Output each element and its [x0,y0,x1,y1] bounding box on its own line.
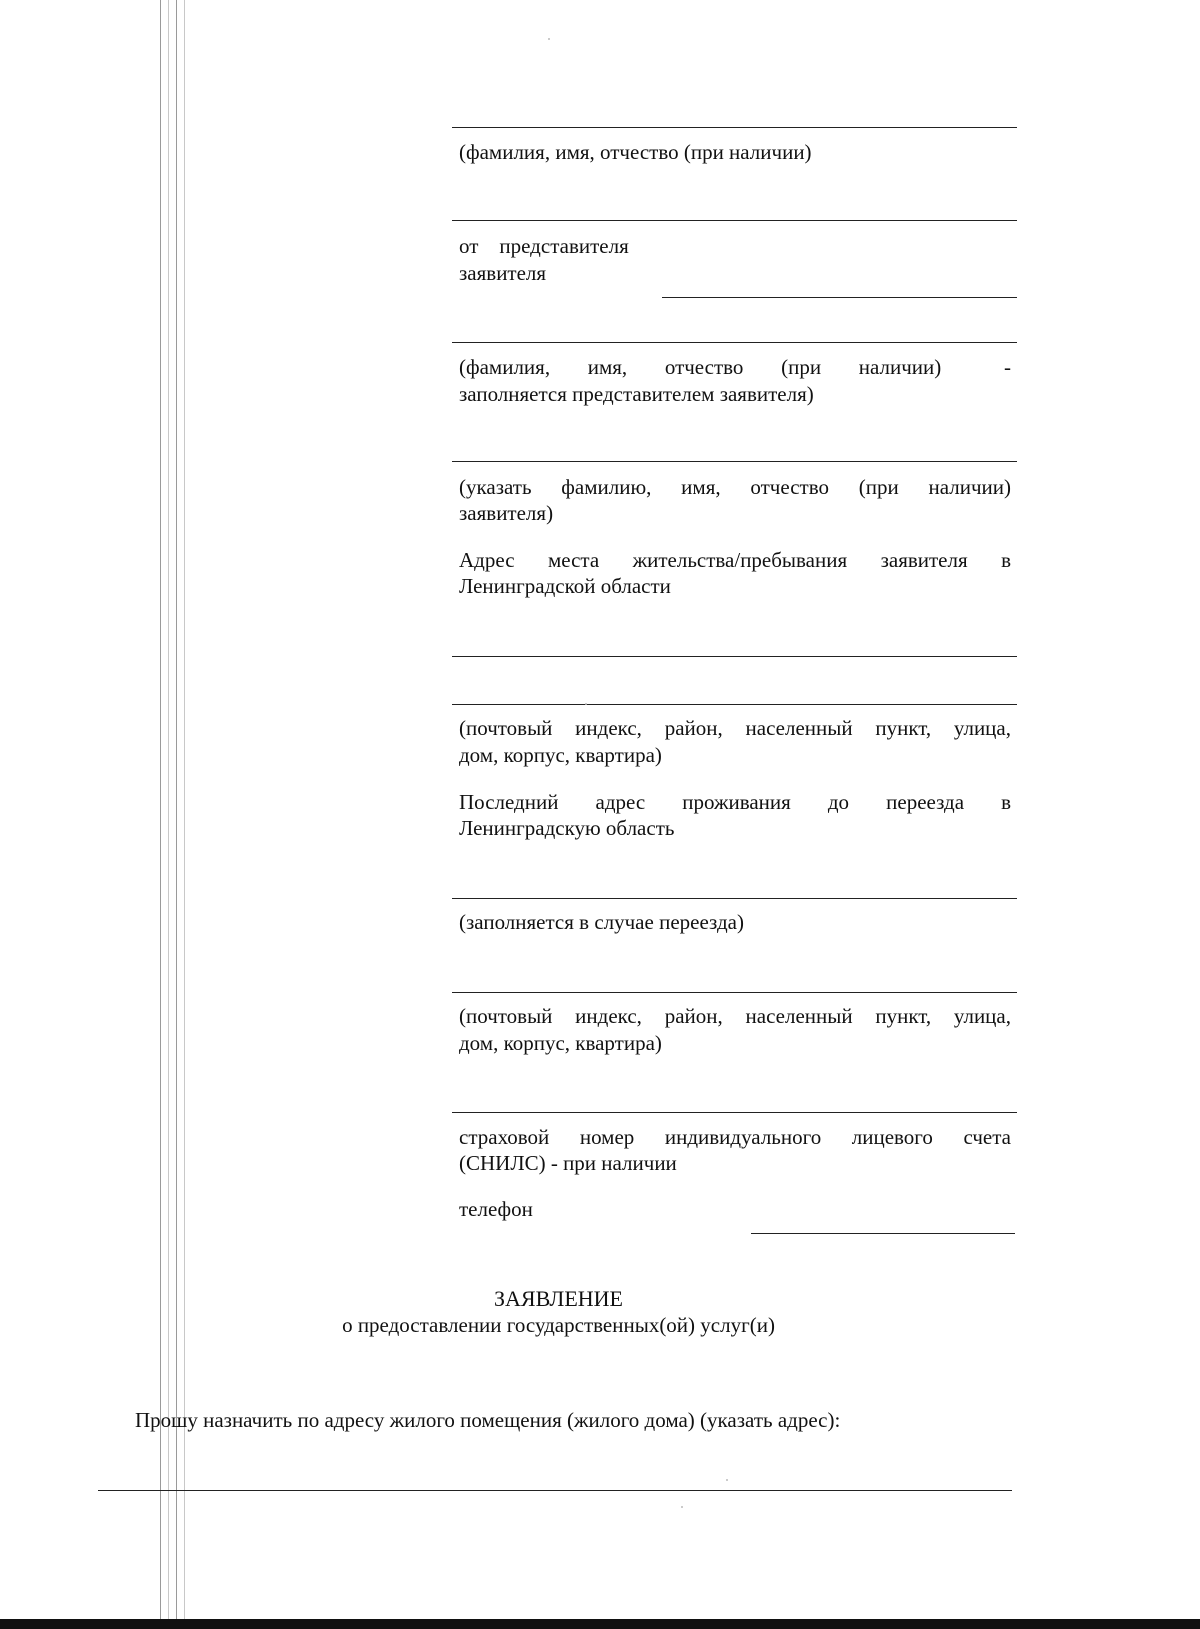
scan-bottom-edge [0,1619,1200,1629]
scan-artifact-line [160,0,161,1629]
snils-label: страховой номер индивидуального лицевого счета [459,1125,1011,1149]
postal-caption-second: (почтовый индекс, район, населенный пункт, улица, [459,1004,1011,1028]
scan-speck [681,1506,683,1508]
representative-fio-caption: (фамилия, имя, отчество (при наличии) - [459,355,1011,379]
applicant-name-field[interactable] [452,461,1017,462]
from-representative-label: от представителя [459,234,629,258]
last-address-label-2: Ленинградскую область [459,816,675,840]
applicant-fio-field[interactable] [452,127,1017,128]
last-address-field[interactable] [452,898,1017,899]
postal-caption-second-2: дом, корпус, квартира) [459,1031,662,1055]
property-address-field[interactable] [98,1490,1012,1491]
phone-label: телефон [459,1197,533,1221]
residence-address-field[interactable] [452,656,1017,657]
scan-artifact-line [168,0,169,1629]
scan-artifact-line [176,0,177,1629]
snils-label-2: (СНИЛС) - при наличии [459,1151,677,1175]
residence-address-label: Адрес места жительства/пребывания заявителя в [459,548,1011,572]
phone-field[interactable] [751,1233,1015,1234]
applicant-fio-caption: (указать фамилию, имя, отчество (при наличии) [459,475,1011,499]
postal-caption-2: дом, корпус, квартира) [459,743,662,767]
representative-fio-field[interactable] [452,342,1017,343]
residence-address-label-2: Ленинградской области [459,574,671,598]
fio-caption: (фамилия, имя, отчество (при наличии) [459,140,812,164]
scan-speck [585,703,587,705]
statement-title: ЗАЯВЛЕНИЕ [494,1286,623,1311]
request-text: Прошу назначить по адресу жилого помещения (жилого дома) (указать адрес): [135,1408,841,1432]
from-representative-label-2: заявителя [459,261,547,285]
applicant-fio-caption-2: заявителя) [459,501,554,525]
snils-field[interactable] [452,1112,1017,1113]
scan-speck [548,38,550,40]
representative-fio-caption-2: заполняется представителем заявителя) [459,382,814,406]
scan-speck [726,1479,728,1481]
last-address-field-2[interactable] [452,992,1017,993]
postal-caption: (почтовый индекс, район, населенный пункт, улица, [459,716,1011,740]
scan-artifact-line [184,0,185,1629]
move-caption: (заполняется в случае переезда) [459,910,744,934]
representative-field[interactable] [662,297,1017,298]
last-address-label: Последний адрес проживания до переезда в [459,790,1011,814]
residence-address-field-2[interactable] [452,704,1017,705]
applicant-fio-field-2[interactable] [452,220,1017,221]
statement-subtitle: о предоставлении государственных(ой) услуг(и) [342,1313,775,1337]
